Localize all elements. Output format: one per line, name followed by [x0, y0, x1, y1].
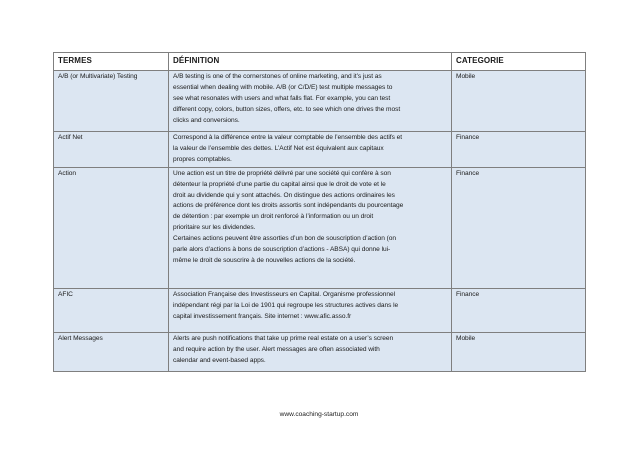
term-cell: AFIC	[54, 288, 169, 332]
definition-cell: Association Française des Investisseurs en Capital. Organisme professionnel indépendant régi par la Loi de 1901 qui regroupe les structures actives dans le capital investissement français. Site internet : www.afic.asso.fr	[169, 288, 452, 332]
table-row	[54, 71, 586, 132]
category-cell: Finance	[452, 288, 586, 332]
definition-cell: Une action est un titre de propriété délivré par une société qui confère à son détenteur la propriété d’une partie du capital ainsi que le droit de vote et le droit au dividende qui y sont attachés. On distingue des actions ordinaires les actions de préférence dont les droits assortis sont indépendants du pourcentage de détention : par exemple un droit renforcé à l’information ou un droit prioritaire sur les dividendes. Certaines actions peuvent être assorties d’un bon de souscription d’action (on parle alors d’actions à bons de souscription d’actions - ABSA) qui donne lui- même le droit de souscrire à de nouvelles actions de la société.	[169, 167, 452, 288]
term-cell: A/B (or Multivariate) Testing	[54, 71, 169, 132]
category-cell: Finance	[452, 167, 586, 288]
table-row	[54, 288, 586, 332]
glossary-table	[53, 52, 586, 372]
table-row	[54, 167, 586, 288]
term-cell: Action	[54, 167, 169, 288]
definition-cell: Correspond à la différence entre la valeur comptable de l’ensemble des actifs et la valeur de l’ensemble des dettes. L’Actif Net est équivalent aux capitaux propres comptables.	[169, 132, 452, 168]
footer-website-url: www.coaching-startup.com	[279, 411, 359, 418]
category-cell: Finance	[452, 132, 586, 168]
category-cell: Mobile	[452, 71, 586, 132]
table-header-row	[54, 53, 586, 71]
definition-cell: Alerts are push notifications that take up prime real estate on a user’s screen and require action by the user. Alert messages are often associated with calendar and event-based apps.	[169, 332, 452, 371]
term-cell: Actif Net	[54, 132, 169, 168]
definition-cell: A/B testing is one of the cornerstones of online marketing, and it’s just as essential when dealing with mobile. A/B (or C/D/E) test multiple messages to see what resonates with users and what falls flat. For example, you can test different copy, colors, button sizes, offers, etc. to see which one drives the most clicks and conversions.	[169, 71, 452, 132]
header-categorie: CATEGORIE	[452, 53, 586, 71]
table-row	[54, 332, 586, 371]
header-definition: DÉFINITION	[169, 53, 452, 71]
header-termes: TERMES	[54, 53, 169, 71]
category-cell: Mobile	[452, 332, 586, 371]
term-cell: Alert Messages	[54, 332, 169, 371]
table-row	[54, 132, 586, 168]
